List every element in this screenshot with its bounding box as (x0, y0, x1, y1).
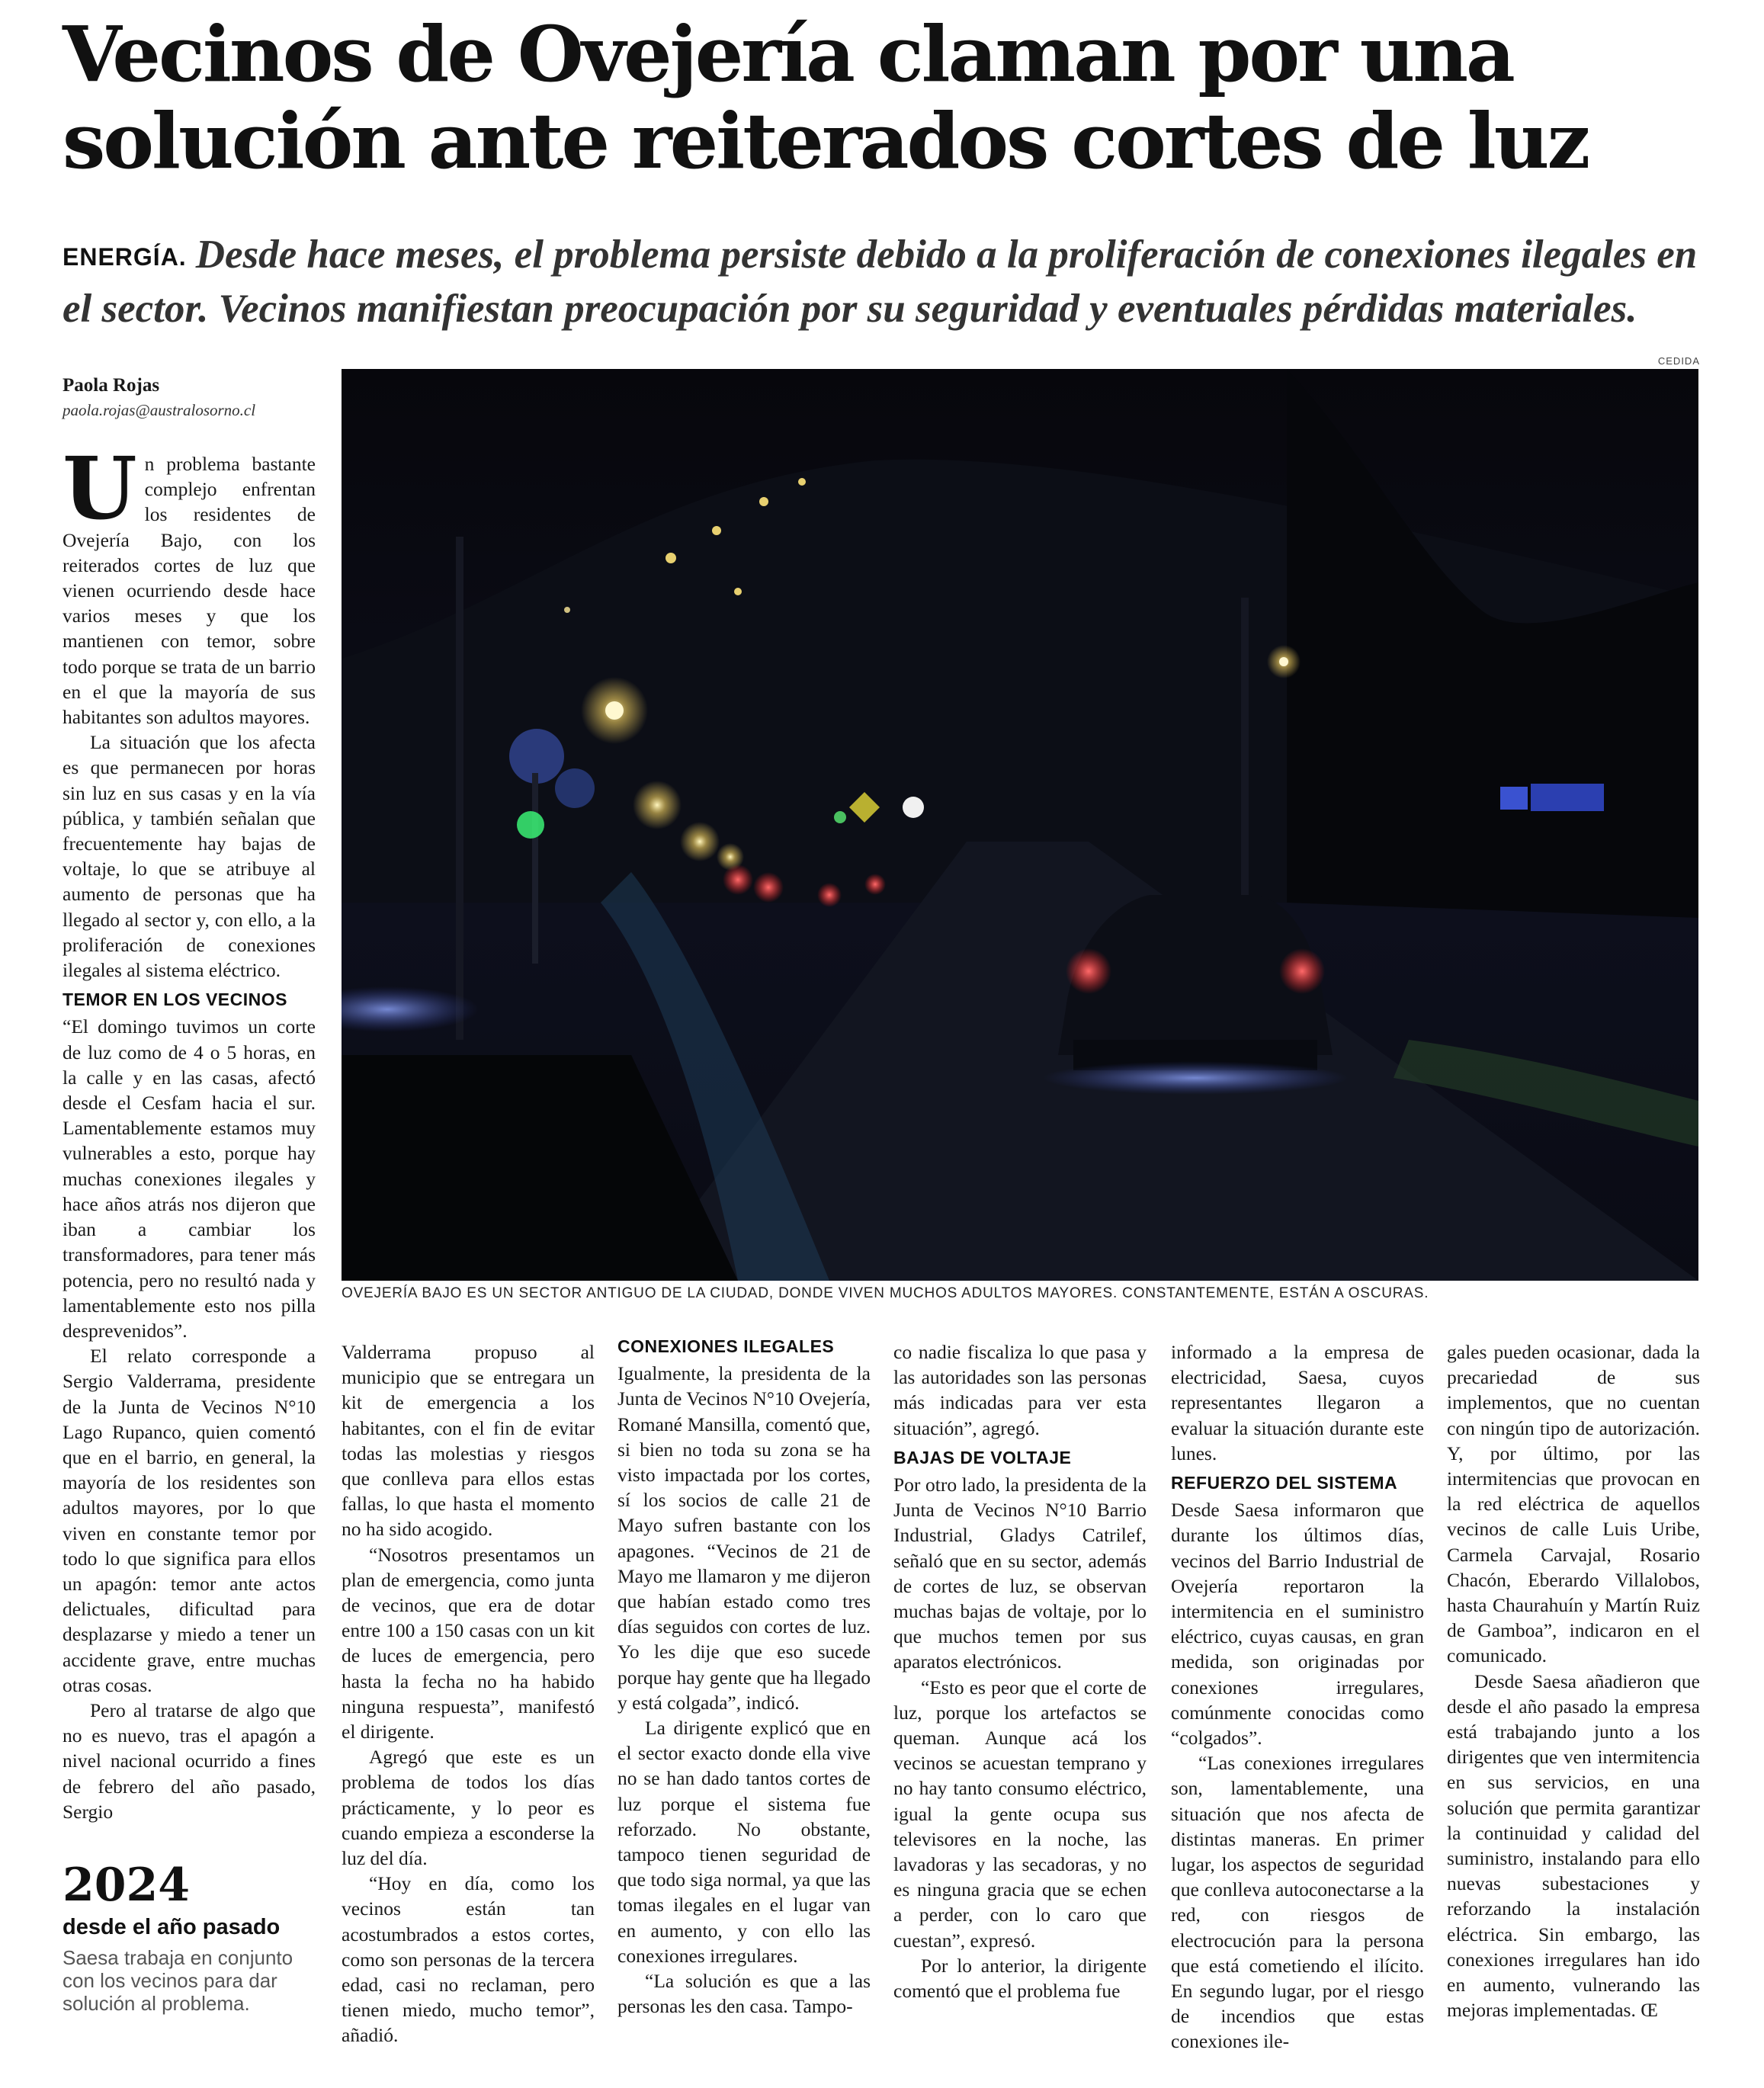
subheading: TEMOR EN LOS VECINOS (63, 989, 287, 1010)
paragraph: gales pueden ocasionar, dada la precariedad de sus implementos, que no cuentan con ningún tipo de autorización. Y, por último, por las intermitencias que provocan en la red eléctrica de aquellos vecinos de calle Luis Uribe, Carmela Carvajal, Rosario Chacón, Eberardo Villalobos, hasta Chaurahuín y Martín Ruiz de Gamboa”, indicaron en el comunicado. (1447, 1341, 1700, 1667)
deck (63, 229, 1724, 335)
paragraph: Igualmente, la presidenta de la Junta de Vecinos N°10 Ovejería, Romané Mansilla, comentó que, si bien no toda su zona se ha visto impactada por los cortes, sí los socios de calle 21 de Mayo sufren bastante con los apagones. “Vecinos de 21 de Mayo me llamaron y me dijeron que habían estado como tres días seguidos con cortes de luz. Yo les dije que eso sucede porque hay gente que ha llegado y está colgada”, indicó. (617, 1362, 871, 1714)
author-email[interactable]: paola.rojas@australosorno.cl (63, 401, 256, 419)
photo-caption: OVEJERÍA BAJO ES UN SECTOR ANTIGUO DE LA CIUDAD, DONDE VIVEN MUCHOS ADULTOS MAYORES. CONSTANTEMENTE, ESTÁN A OSCURAS. (342, 1285, 1429, 1301)
paragraph: Por lo anterior, la dirigente comentó que el problema fue (893, 1954, 1147, 2003)
paragraph: Un problema bastante complejo enfrentan los residentes de Ovejería Bajo, con los reiterados cortes de luz que vienen ocurriendo desde hace varios meses y que los mantienen con temor, sobre todo porque se trata de un barrio en el que la mayoría de sus habitantes son adultos mayores. (63, 439, 316, 729)
paragraph: La situación que los afecta es que permanecen por horas sin luz en sus casas y en la vía pública, y también señalan que frecuentemente hay bajas de voltaje, lo que se atribuye al aumento de personas que ha llegado al sector y, con ello, a la proliferación de conexiones ilegales al sistema eléctrico. (63, 731, 316, 982)
deck-text: Desde hace meses, el problema persiste debido a la proliferación de conexiones ilegales en el sector. Vecinos manifiestan preocupación por su seguridad y eventuales pérdidas materiales. (63, 233, 1698, 331)
author-name: Paola Rojas (63, 375, 160, 396)
paragraph: co nadie fiscaliza lo que pasa y las autoridades son las personas más indicadas para ver esta situación”, agregó. (893, 1341, 1147, 1439)
paragraph: La dirigente explicó que en el sector exacto donde ella vive no se han dado tantos cortes de luz porque el sistema fue reforzado. No obstante, tampoco tienen seguridad de que todo siga normal, ya que las tomas ilegales en el lugar van en aumento, y con ello las conexiones irregulares. (617, 1717, 871, 1967)
paragraph: “El domingo tuvimos un corte de luz como de 4 o 5 horas, en la calle y en las casas, afectó desde el Cesfam hacia el sur. Lamentablemente estamos muy vulnerables a esto, porque hay muchas conexiones ilegales y hace años atrás nos dijeron que iban a cambiar los transformadores, para tener más potencia, pero no resultó nada y lamentablemente esto nos pilla desprevenidos”. (63, 1015, 316, 1342)
photo-credit: CEDIDA (1657, 355, 1700, 367)
paragraph: “Esto es peor que el corte de luz, porque los artefactos se queman. Aunque acá los vecinos se acuestan temprano y no hay tanto consumo eléctrico, igual la gente ocupa sus televisores en la noche, las lavadoras y las secadoras, y no es ninguna gracia que se echen a perder, con lo caro que cuestan”, expresó. (893, 1676, 1147, 1952)
article-column-5 (1171, 1339, 1424, 2054)
article-column-6 (1447, 1339, 1700, 2022)
stat-box (63, 1859, 322, 2015)
paragraph: Desde Saesa informaron que durante los últimos días, vecinos del Barrio Industrial de Ovejería reportaron la intermitencia en el suministro eléctrico, cuyas causas, en gran medida, son originadas por conexiones irregulares, comúnmente conocidas como “colgados”. (1171, 1499, 1424, 1750)
article-column-3 (617, 1334, 871, 2019)
subheading: BAJAS DE VOLTAJE (893, 1447, 1072, 1467)
paragraph: “La solución es que a las personas les den casa. Tampo- (617, 1970, 871, 2018)
paragraph: Agregó que este es un problema de todos los días prácticamente, y lo peor es cuando empieza a esconderse la luz del día. (342, 1746, 595, 1870)
stat-number: 2024 (63, 1859, 190, 1912)
paragraph: Pero al tratarse de algo que no es nuevo, tras el apagón a nivel nacional ocurrido a fines de febrero del año pasado, Sergio (63, 1698, 316, 1823)
article-column-2 (342, 1339, 595, 2048)
end-mark-icon: Œ (1641, 1999, 1658, 2022)
paragraph: “Las conexiones irregulares son, lamentablemente, una situación que nos afecta de distintas maneras. En primer lugar, los aspectos de seguridad que conlleva autoconectarse a la red, con riesgos de electrocución para la persona que está cometiendo el ilícito. En segundo lugar, por el riesgo de incendios que estas conexiones ile- (1171, 1752, 1424, 2053)
article-column-1 (63, 439, 316, 1824)
article-column-4 (893, 1339, 1147, 2003)
paragraph: “Nosotros presentamos un plan de emergencia, como junta de vecinos, que era de dotar entre 100 a 150 casas con un kit de luces de emergencia, pero hasta la fecha no ha habido ninguna respuesta”, manifestó el dirigente. (342, 1543, 595, 1743)
paragraph: informado a la empresa de electricidad, Saesa, cuyos representantes llegaron a evaluar la situación durante este lunes. (1171, 1341, 1424, 1464)
paragraph: Desde Saesa añadieron que desde el año pasado la empresa está trabajando junto a los dirigentes que ven intermitencia en sus servicios, en una solución que permita garantizar la continuidad y calidad del suministro, instalando para ello nuevas subestaciones y reforzando la instalación eléctrica. Sin embargo, las conexiones irregulares han ido en aumento, vulnerando las mejoras implementadas. Œ (1447, 1669, 1700, 2022)
paragraph: El relato corresponde a Sergio Valderrama, presidente de la Junta de Vecinos N°10 Lago Rupanco, quien comentó que en el barrio, en general, la mayoría de los residentes son adultos mayores, por lo que viven en constante temor por todo lo que significa para ellos un apagón: temor ante actos delictuales, dificultad para desplazarse y miedo a tener un accidente grave, entre muchas otras cosas. (63, 1345, 316, 1696)
stat-description: Saesa trabaja en conjunto con los vecinos para dar solución al problema. (63, 1946, 293, 2015)
subheading: CONEXIONES ILEGALES (617, 1336, 835, 1356)
headline: Vecinos de Ovejería claman por una solución ante reiterados cortes de luz (63, 9, 1589, 186)
article-photo (342, 369, 1698, 1281)
subheading: REFUERZO DEL SISTEMA (1171, 1473, 1398, 1493)
stat-label: desde el año pasado (63, 1915, 281, 1939)
drop-cap: U (63, 439, 137, 539)
paragraph: “Hoy en día, como los vecinos están tan acostumbrados a estos cortes, como son personas de la tercera edad, casi no reclaman, pero tienen miedo, mucho temor”, añadió. (342, 1872, 595, 2047)
paragraph: Valderrama propuso al municipio que se entregara un kit de emergencia a los habitantes, con el fin de evitar todas las molestias y riesgos que conlleva para ellos estas fallas, lo que hasta el momento no ha sido acogido. (342, 1341, 595, 1541)
deck-kicker: ENERGÍA. (63, 243, 187, 271)
byline (63, 375, 314, 420)
paragraph: Por otro lado, la presidenta de la Junta de Vecinos N°10 Barrio Industrial, Gladys Catrilef, señaló que en su sector, además de cortes de luz, se observan muchas bajas de voltaje, por lo que muchos temen por sus aparatos electrónicos. (893, 1474, 1147, 1673)
